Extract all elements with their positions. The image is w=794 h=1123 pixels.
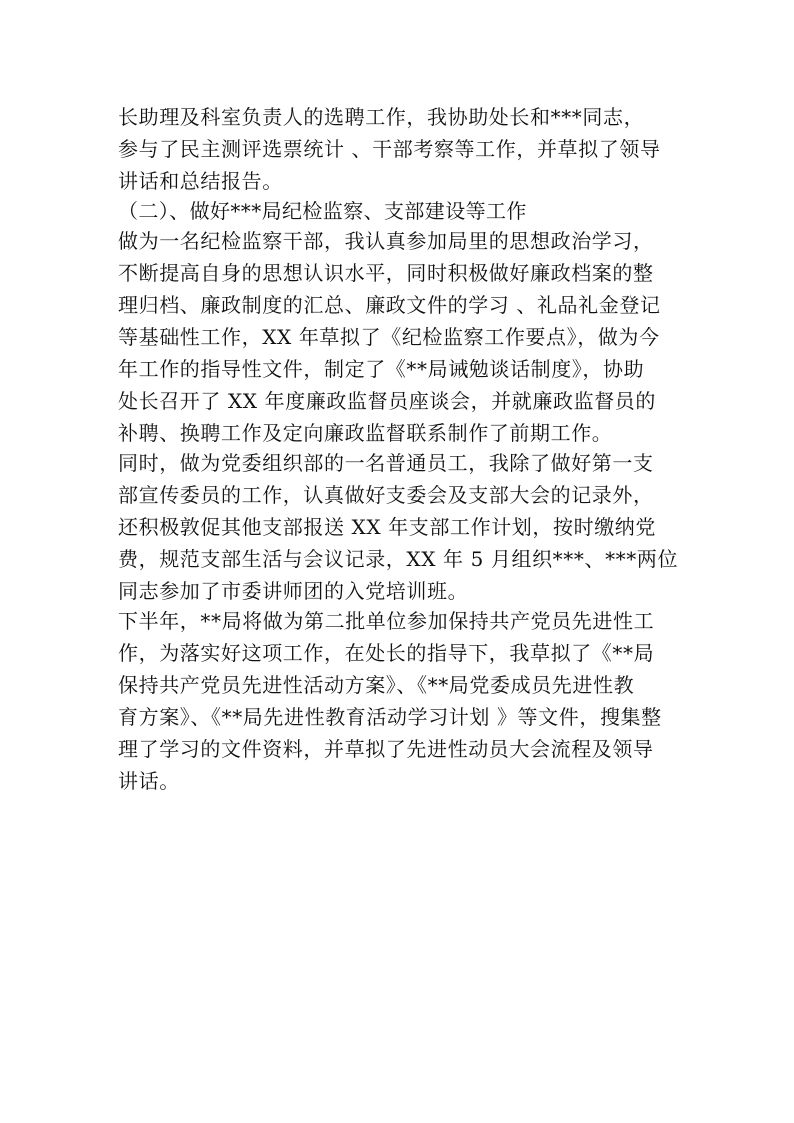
text-line: 补聘、换聘工作及定向廉政监督联系制作了前期工作。 [118, 421, 613, 445]
text-line: 不断提高自身的思想认识水平，同时积极做好廉政档案的整 [118, 261, 654, 285]
section-heading: （二）、做好***局纪检监察、支部建设等工作 [118, 199, 527, 223]
text-line: 讲话。 [118, 769, 180, 793]
text-line: 育方案》、《**局先进性教育活动学习计划 》等文件，搜集整 [118, 705, 662, 729]
text-line: 理了学习的文件资料，并草拟了先进性动员大会流程及领导 [118, 737, 654, 761]
text-line: 费，规范支部生活与会议记录，XX 年 5 月组织***、***两位 [118, 547, 679, 571]
document-body [118, 101, 688, 797]
text-line: 长助理及科室负责人的选聘工作，我协助处长和***同志， [118, 105, 645, 129]
text-line: 下半年，**局将做为第二批单位参加保持共产党员先进性工 [118, 609, 655, 633]
text-line: 做为一名纪检监察干部，我认真参加局里的思想政治学习， [118, 229, 654, 253]
text-line: 作，为落实好这项工作，在处长的指导下，我草拟了《**局 [118, 641, 655, 665]
text-line: 讲话和总结报告。 [118, 169, 283, 193]
text-line: 参与了民主测评选票统计 、干部考察等工作，并草拟了领导 [118, 137, 661, 161]
text-line: 同志参加了市委讲师团的入党培训班。 [118, 579, 469, 603]
text-line: 同时，做为党委组织部的一名普通员工，我除了做好第一支 [118, 451, 654, 475]
text-line: 年工作的指导性文件，制定了《**局诫勉谈话制度》，协助 [118, 357, 645, 381]
text-line: 保持共产党员先进性活动方案》、《**局党委成员先进性教 [118, 673, 635, 697]
text-line: 处长召开了 XX 年度廉政监督员座谈会，并就廉政监督员的 [118, 389, 656, 413]
text-line: 理归档、廉政制度的汇总、廉政文件的学习 、礼品礼金登记 [118, 293, 661, 317]
text-line: 还积极敦促其他支部报送 XX 年支部工作计划，按时缴纳党 [118, 515, 656, 539]
text-line: 部宣传委员的工作，认真做好支委会及支部大会的记录外， [118, 483, 654, 507]
text-line: 等基础性工作，XX 年草拟了《纪检监察工作要点》，做为今 [118, 325, 660, 349]
